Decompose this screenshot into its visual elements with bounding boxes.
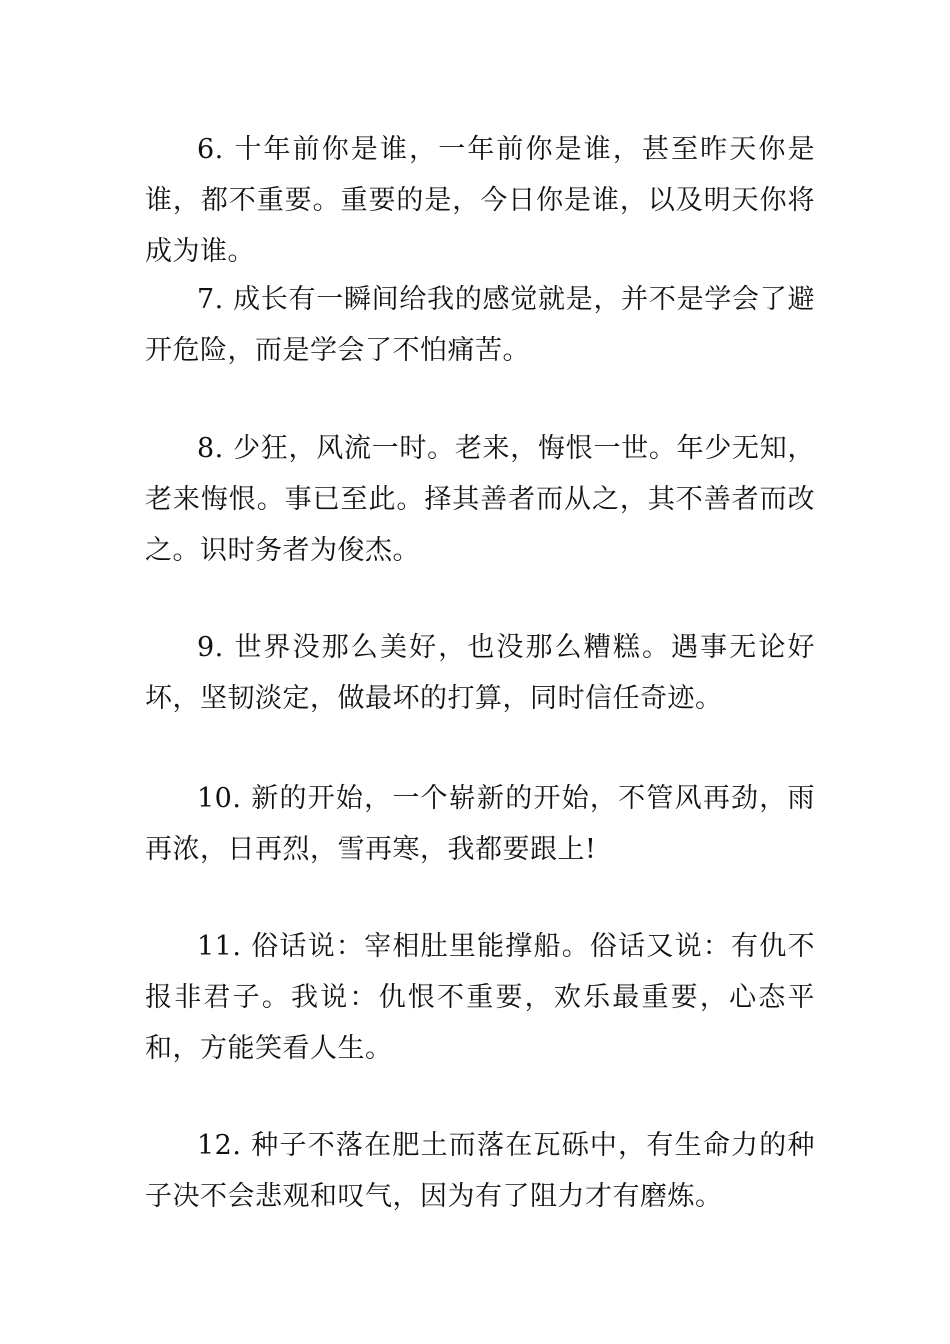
paragraph-8: 8. 少狂，风流一时。老来，悔恨一世。年少无知，老来悔恨。事已至此。择其善者而从之，其不善者而改之。识时务者为俊杰。 — [145, 433, 815, 566]
paragraph-9: 9. 世界没那么美好，也没那么糟糕。遇事无论好坏，坚韧淡定，做最坏的打算，同时信任奇迹。 — [145, 632, 815, 714]
paragraph-11: 11. 俗话说：宰相肚里能撑船。俗话又说：有仇不报非君子。我说：仇恨不重要，欢乐最重要，心态平和，方能笑看人生。 — [145, 931, 815, 1064]
paragraph-7: 7. 成长有一瞬间给我的感觉就是，并不是学会了避开危险，而是学会了不怕痛苦。 — [145, 284, 815, 366]
paragraph-6: 6. 十年前你是谁，一年前你是谁，甚至昨天你是谁，都不重要。重要的是，今日你是谁，以及明天你将成为谁。 — [145, 134, 815, 267]
paragraph-10: 10. 新的开始，一个崭新的开始，不管风再劲，雨再浓，日再烈，雪再寒，我都要跟上! — [145, 783, 815, 865]
paragraph-12: 12. 种子不落在肥土而落在瓦砾中，有生命力的种子决不会悲观和叹气，因为有了阻力才有磨炼。 — [145, 1130, 815, 1212]
